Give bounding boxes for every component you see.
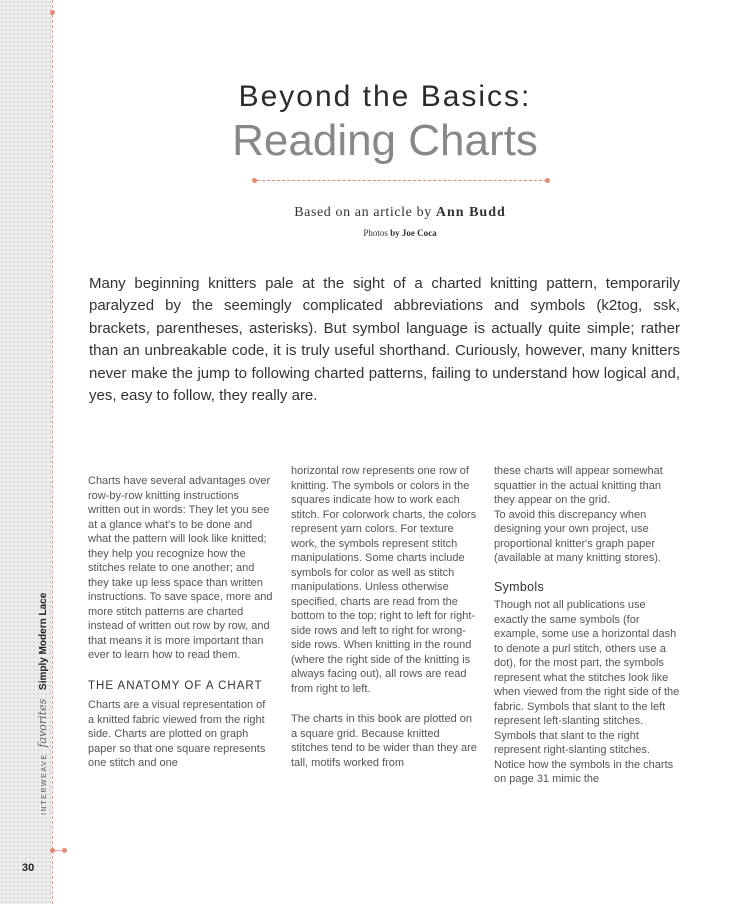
body-column-3	[494, 464, 680, 787]
col3-paragraph-3: Though not all publications use exactly the same symbols (for example, some use a horizontal dash to denote a purl stitch, others use a dot), for the most part, the symbols represent what the stitches look like when viewed from the right side of the fabric. Symbols that slant to the left represent left-slanting stitches. Symbols that slant to the right represent right-slanting stitches. Notice how the symbols in the charts on page 31 mimic the	[494, 599, 680, 785]
col2-paragraph-2: The charts in this book are plotted on a square grid. Because knitted stitches tend to be wider than they are tall, motifs worked from	[291, 713, 477, 769]
intro-paragraph: Many beginning knitters pale at the sight of a charted knitting pattern, temporarily paralyzed by the seemingly complicated abbreviations and symbols (k2tog, ssk, brackets, parentheses, asterisks). But symbol language is actually quite simple; rather than an unbreakable code, it is truly useful shorthand. Curiously, however, many knitters never make the jump to following charted patterns, failing to understand how logical and, yes, easy to follow, they really are.	[89, 275, 680, 405]
title-dashed-rule	[257, 180, 547, 181]
margin-tick-rule	[54, 850, 64, 851]
title-rule-dot-right	[545, 178, 550, 183]
page-number: 30	[22, 862, 35, 874]
photo-credit-photographer: by Joe Coca	[390, 228, 437, 238]
photo-credit-prefix: Photos	[363, 228, 388, 238]
section-heading-symbols: Symbols	[494, 579, 545, 594]
col3-paragraph-2: To avoid this discrepancy when designing your own project, use proportional knitter's graph paper (available at many knitting stores).	[494, 508, 661, 564]
col2-paragraph-1: horizontal row represents one row of knitting. The symbols or colors in the squares indicate how to work each stitch. For colorwork charts, the colors represent yarn colors. For texture work, the symbols represent stitch manipulations. Some charts include symbols for color as well as stitch manipulations. Unless otherwise specified, charts are read from the bottom to the top; right to left for right-side rows and left to right for wrong-side rows. When knitting in the round (where the right side of the knitting is always facing out), all rows are read from right to left.	[291, 465, 477, 695]
byline-author: Ann Budd	[435, 205, 506, 220]
running-head-book-title: Simply Modern Lace	[38, 592, 49, 690]
body-column-2	[291, 464, 477, 770]
title-rule-dot-left	[252, 178, 257, 183]
byline-prefix: Based on an article by	[294, 205, 432, 220]
running-head	[36, 593, 49, 815]
margin-dot-top	[50, 10, 55, 15]
photo-credit	[0, 228, 750, 238]
byline	[0, 205, 750, 221]
col1-paragraph-1: Charts have several advantages over row-by-row knitting instructions written out in words: They let you see at a glance what's to be done and what the pattern will look like knitted; they help you recognize how the stitches relate to one another; and they take up less space than written instructions. To save space, more and more stitch patterns are charted instead of written out row by row, and that means it is more important than ever to learn how to read them.	[88, 475, 273, 661]
running-head-publisher: INTERWEAVE	[41, 753, 48, 815]
section-heading-anatomy: THE ANATOMY OF A CHART	[88, 679, 263, 692]
col1-paragraph-2: Charts are a visual representation of a knitted fabric viewed from the right side. Charts are plotted on graph paper so that one square represents one stitch and one	[88, 699, 266, 769]
col3-paragraph-1: these charts will appear somewhat squattier in the actual knitting than they appear on the grid.	[494, 465, 663, 506]
running-head-series: favorites	[36, 698, 49, 748]
title-line-2: Reading Charts	[232, 116, 538, 165]
title-line-1: Beyond the Basics:	[238, 80, 532, 113]
body-column-1	[88, 474, 274, 771]
